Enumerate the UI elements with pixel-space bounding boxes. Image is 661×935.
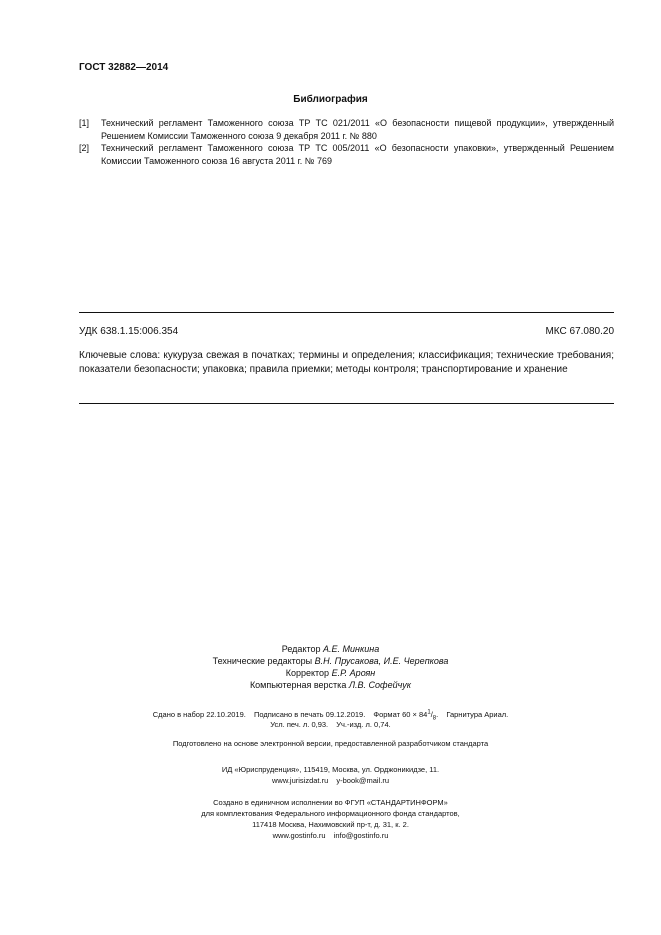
tech-editors-label: Технические редакторы [212,656,313,666]
ref-text: Технический регламент Таможенного союза ТР ТС 005/2011 «О безопасности упаковки», утвержденный Решением Комиссии Таможенного союза 16 августа 2011 г. № 769 [101,143,614,166]
format: Формат $60 \times 84^1/_8$. [373,709,439,721]
editor-line [0,643,661,655]
mks-code: МКС 67.080.20 [545,326,614,337]
prepared-note: Подготовлено на основе электронной версии, предоставленной разработчиком стандарта [172,739,489,748]
bibliography-title: Библиография [293,94,368,105]
corrector-line [0,667,661,679]
format-sub: 8 [432,715,437,721]
divider-top [79,312,614,313]
editor-label: Редактор [281,644,321,654]
publisher-address: ИД «Юриспруденция», 115419, Москва, ул. Орджоникидзе, 11. [221,765,440,774]
submitted-date: Сдано в набор 22.10.2019. [152,709,246,719]
creator-email-link[interactable]: info@gostinfo.ru [333,831,389,840]
creator-line-2: для комплектования Федерального информационного фонда стандартов, [201,809,460,818]
creator-line-1: Создано в единичном исполнении во ФГУП «СТАНДАРТИНФОРМ» [213,798,448,807]
keywords: Ключевые слова: кукуруза свежая в початках; термины и определения; классификация; технические требования; показатели безопасности; упаковка; правила приемки; методы контроля; транспортирование и хранение [79,350,614,375]
editor-name: А.Е. Минкина [323,644,380,654]
ref-number: [2] [79,143,90,153]
format-prefix: Формат 60 × 84 [373,709,428,719]
publisher-contacts [0,775,661,786]
corrector-name: Е.Р. Ароян [331,668,376,678]
signed-date: Подписано в печать 09.12.2019. [253,709,366,719]
publisher-site-link[interactable]: www.jurisizdat.ru [272,776,329,785]
bibliography-ref [79,117,614,142]
creator-address: 117418 Москва, Нахимовский пр-т, д. 31, к. 2. [252,820,409,829]
publisher-email-link[interactable]: y-book@mail.ru [336,776,389,785]
font-name: Гарнитура Ариал. [446,709,509,719]
corrector-label: Корректор [285,668,330,678]
layout-label: Компьютерная верстка [249,680,347,690]
udc-code: УДК 638.1.15:006.354 [79,326,179,337]
creator-site-link[interactable]: www.gostinfo.ru [272,831,326,840]
format-sup: 1 [427,709,431,715]
ref-text: Технический регламент Таможенного союза ТР ТС 021/2011 «О безопасности пищевой продукции», утвержденный Решением Комиссии Таможенного союза 9 декабря 2011 г. № 880 [101,118,614,141]
layout-line [0,679,661,691]
tech-editors-names: В.Н. Прусакова, И.Е. Черепкова [314,656,449,666]
imprint-line-2 [0,719,661,730]
bibliography-ref [79,142,614,167]
pub-sheets: Уч.-изд. л. 0,74. [336,720,391,729]
ref-number: [1] [79,118,90,128]
tech-editors-line [0,655,661,667]
print-sheets: Усл. печ. л. 0,93. [270,720,329,729]
layout-name: Л.В. Софейчук [348,680,412,690]
divider-bottom [79,403,614,404]
standard-code: ГОСТ 32882—2014 [79,62,169,73]
creator-contacts [0,830,661,841]
